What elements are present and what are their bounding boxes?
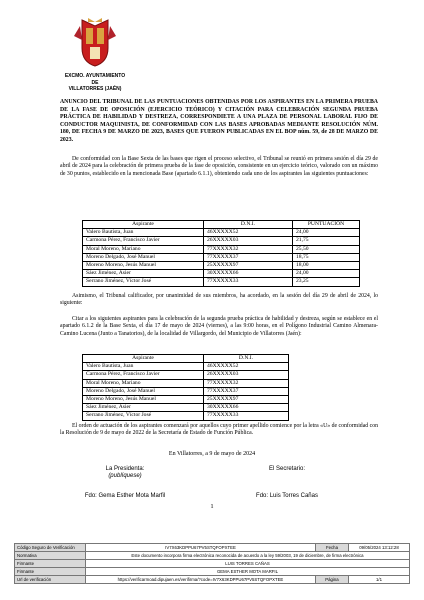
page-number: 1 [210, 503, 214, 510]
signer1-value: LUIS TORRES CAÑAS [86, 560, 410, 568]
csv-label: Código Seguro de Verificación [15, 544, 86, 552]
table-row [83, 229, 360, 237]
signature-president [80, 466, 170, 481]
cell-dni: 26XXXXX03 [204, 371, 289, 379]
page-label: Página [316, 576, 349, 584]
footer-row [15, 568, 410, 576]
cell-name: Moreno Delgado, José Manuel [83, 387, 204, 395]
signer2-label: Firmante [15, 568, 86, 576]
date-value: 09/05/2024 13:12:28 [349, 544, 410, 552]
cell-name: Sáez Jiménez, Asier [83, 404, 204, 412]
cell-score: 18,75 [293, 253, 360, 261]
cell-name: Moreno Delgado, José Manuel [83, 253, 204, 261]
rules-label: Normativa [15, 552, 86, 560]
col-header-aspirante: Aspirante [83, 355, 204, 363]
cell-dni: 77XXXXX37 [204, 387, 289, 395]
cell-dni: 77XXXXX32 [204, 245, 293, 253]
cell-name: Carmona Pérez, Francisco Javier [83, 371, 204, 379]
signature-secretary-name: Fdo: Luis Torres Cañas [256, 493, 318, 499]
table-row [83, 262, 360, 270]
page-value: 1/1 [349, 576, 410, 584]
table-row [83, 396, 289, 404]
municipal-crest-logo [68, 16, 122, 68]
table-row [83, 371, 289, 379]
footer-row [15, 576, 410, 584]
paragraph-citation: Citar a los siguientes aspirantes para la celebración de la segunda prueba práctica de habilidad y destreza, según se establece en el apartado 6.1.2 de la Base Sexta, el día 17 de mayo de 2024 (viernes), a las 9:00 horas, en el Polígono Industrial Camino Almenara-Camino Lucena (Junto a Tanatorios), de la localidad de Villargordo, del Municipio de Villatorres (Jaén): [60, 316, 378, 337]
cell-dni: 30XXXXX66 [204, 270, 293, 278]
cell-name: Valero Bautista, Juan [83, 363, 204, 371]
cell-dni: 25XXXXX97 [204, 396, 289, 404]
table-row [83, 404, 289, 412]
cell-score: 24,00 [293, 229, 360, 237]
col-header-puntuacion: PUNTUACIÓN [293, 221, 360, 229]
table-row [83, 253, 360, 261]
cell-score: 21,75 [293, 237, 360, 245]
cell-dni: 46XXXXX52 [204, 229, 293, 237]
cell-dni: 77XXXXX33 [204, 278, 293, 286]
cell-dni: 46XXXXX52 [204, 363, 289, 371]
cell-name: Carmona Pérez, Francisco Javier [83, 237, 204, 245]
signature-president-name: Fdo: Gema Esther Mota Marfil [84, 493, 166, 499]
cell-score: 24,00 [293, 270, 360, 278]
csv-value: IV7X63KDPPU67PV5STQFOPXTEE [86, 544, 316, 552]
table-header-row [83, 221, 360, 229]
col-header-dni: D.N.I. [204, 221, 293, 229]
cell-name: Valero Bautista, Juan [83, 229, 204, 237]
table-row [83, 379, 289, 387]
col-header-aspirante: Aspirante [83, 221, 204, 229]
cell-name: Serrano Jiménez, Víctor José [83, 278, 204, 286]
cell-name: Serrano Jiménez, Víctor José [83, 412, 204, 420]
footer-row [15, 552, 410, 560]
cell-score: 18,00 [293, 262, 360, 270]
table-row [83, 245, 360, 253]
cell-dni: 77XXXXX32 [204, 379, 289, 387]
cell-name: Moral Moreno, Mariano [83, 379, 204, 387]
rules-value: Este documento incorpora firma electrónica reconocida de acuerdo a la ley 59/2003, 19 de diciembre, de firma electrónica [86, 552, 410, 560]
verification-url-link[interactable]: https://verificarmoad.dipujaen.es/verifirma/?code=IV7X63KDPPU67PV5STQFOPXTEE [86, 576, 316, 584]
date-label: Fecha [316, 544, 349, 552]
cell-dni: 25XXXXX97 [204, 262, 293, 270]
cell-dni: 30XXXXX66 [204, 404, 289, 412]
cell-dni: 77XXXXX37 [204, 253, 293, 261]
cell-name: Moreno Moreno, Jesús Manuel [83, 396, 204, 404]
cell-name: Moral Moreno, Mariano [83, 245, 204, 253]
table-row [83, 387, 289, 395]
table-row [83, 363, 289, 371]
paragraph-agreement: Asimismo, el Tribunal calificador, por unanimidad de sus miembros, ha acordado, en la sesión del día 29 de abril de 2024, lo siguiente: [60, 293, 378, 307]
signature-secretary-role: El Secretario: [268, 466, 305, 472]
table-row [83, 412, 289, 420]
table-row [83, 278, 360, 286]
document-title: ANUNCIO DEL TRIBUNAL DE LAS PUNTUACIONES OBTENIDAS POR LOS ASPIRANTES EN LA PRIMERA PRUEBA DE LA FASE DE OPOSICIÓN (EJERCICIO TEÓRICO) Y CITACIÓN PARA CELEBRACIÓN SEGUNDA PRUEBA PRÁCTICA DE HABILIDAD Y DESTREZA, CORRESPONDIETE A UNA PLAZA DE PERSONAL LABORAL FIJO DE CONDUCTOR MAQUINISTA, DE CONFORMIDAD CON LAS BASES APROBADAS MEDIANTE RESOLUCIÓN NÚM. 180, DE FECHA 9 DE MARZO DE 2023, BASES QUE FUERON PUBLICADAS EN EL BOP núm. 59, de 28 DE MARZO DE 2023. [60, 99, 378, 143]
cell-score: 25,50 [293, 245, 360, 253]
table-row [83, 270, 360, 278]
signer2-value: GEMA ESTHER MOTA MARFIL [86, 568, 410, 576]
url-label: Url de verificación [15, 576, 86, 584]
verification-footer [14, 543, 410, 584]
cell-score: 23,25 [293, 278, 360, 286]
table-row [83, 237, 360, 245]
candidates-table [82, 354, 289, 421]
organization-name: EXCMO. AYUNTAMIENTO DE VILLATORRES (JAÉN) [64, 73, 126, 92]
date-line: En Villatorres, a 9 de mayo de 2024 [168, 451, 256, 457]
president-role: La Presidenta: [105, 466, 145, 472]
paragraph-intro: De conformidad con la Base Sexta de las bases que rigen el proceso selectivo, el Tribunal se reunió en primera sesión el día 29 de abril de 2024 para la celebración de primera prueba de la fase de oposición, consistente en un ejercicio teórico, valorado con un máximo de 30 puntos, establecido en la mencionada Base (apartado 6.1.1), obteniendo cada uno de los aspirantes las siguientes puntuaciones: [60, 156, 378, 177]
president-note: (publíquese) [108, 473, 142, 480]
scores-table [82, 220, 360, 287]
cell-name: Moreno Moreno, Jesús Manuel [83, 262, 204, 270]
paragraph-order: El orden de actuación de los aspirantes comenzará por aquellos cuyo primer apellido comience por la letra «U» de conformidad con la Resolución de 9 de mayo de 2022 de la Secretaría de Estado de Función Pública. [60, 423, 378, 437]
signer1-label: Firmante [15, 560, 86, 568]
cell-dni: 77XXXXX33 [204, 412, 289, 420]
footer-row [15, 544, 410, 552]
footer-row [15, 560, 410, 568]
table-header-row [83, 355, 289, 363]
cell-dni: 26XXXXX03 [204, 237, 293, 245]
cell-name: Sáez Jiménez, Asier [83, 270, 204, 278]
col-header-dni: D.N.I. [204, 355, 289, 363]
